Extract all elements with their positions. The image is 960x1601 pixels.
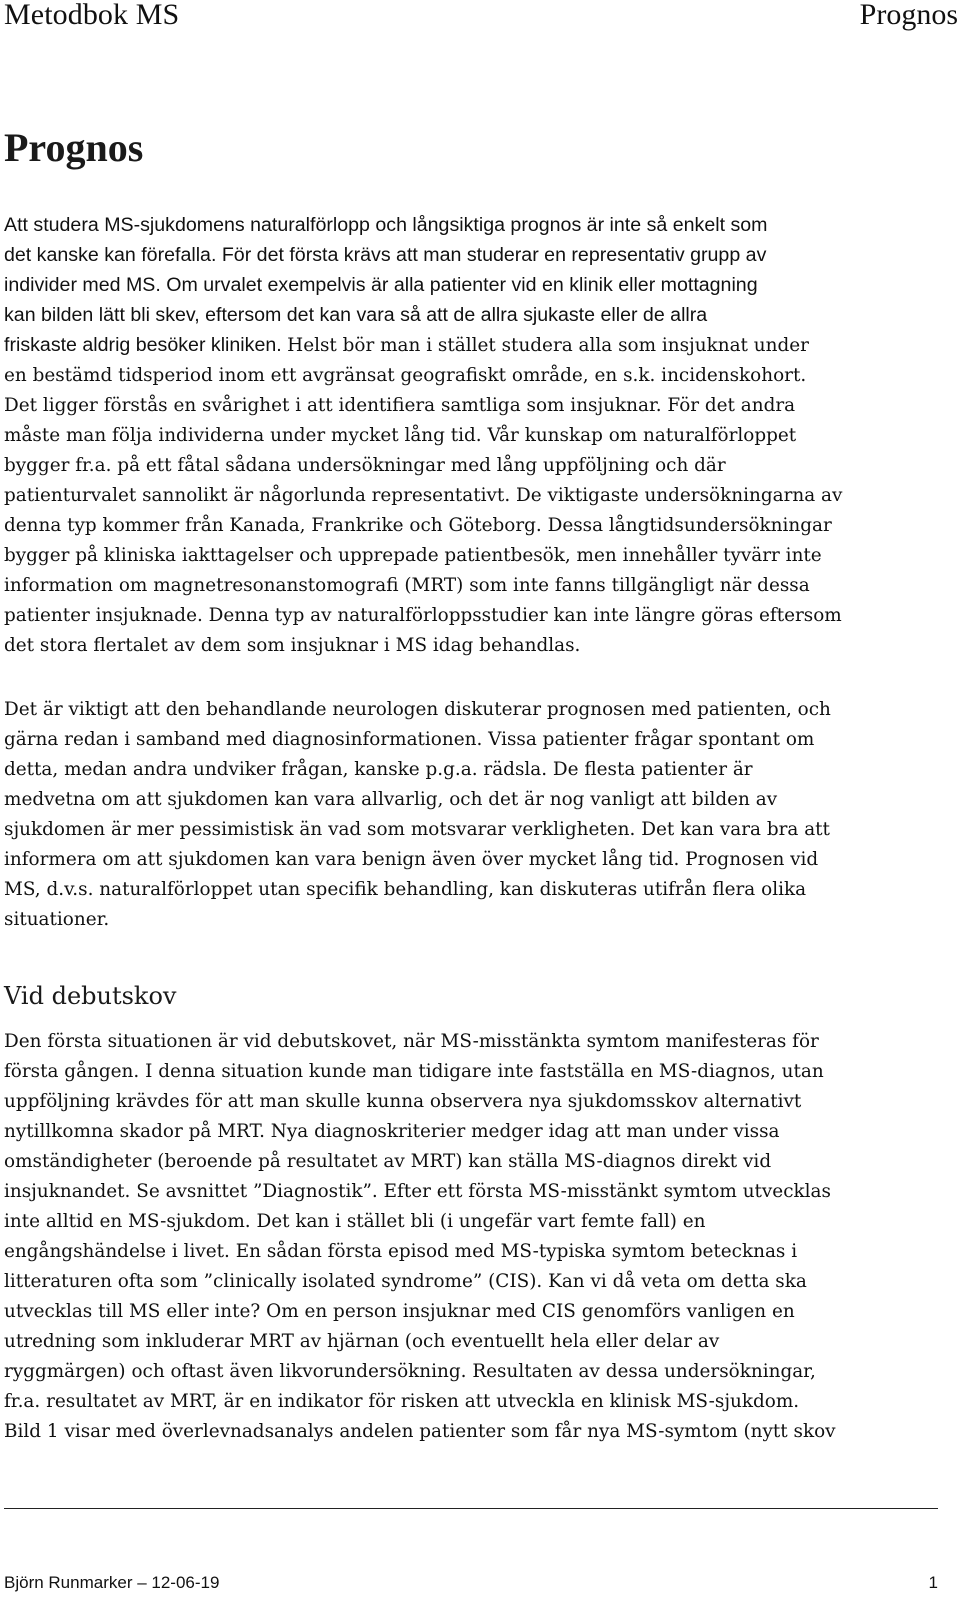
text-line xyxy=(4,1296,934,1326)
text-line xyxy=(4,1236,934,1266)
text-line xyxy=(4,844,934,874)
text-run: Helst bör man i stället studera alla som insjuknat under xyxy=(287,335,809,356)
text-line xyxy=(4,1206,934,1236)
text-run: omständigheter (beroende på resultatet av MRT) kan ställa MS-diagnos direkt vid xyxy=(4,1151,772,1172)
text-run: insjuknandet. Se avsnittet ”Diagnostik”. Efter ett första MS-misstänkt symtom utvecklas xyxy=(4,1181,831,1202)
page-number: 1 xyxy=(928,1573,938,1592)
text-run: patienter insjuknade. Denna typ av naturalförloppsstudier kan inte längre göras eftersom xyxy=(4,605,842,626)
text-line xyxy=(4,1086,934,1116)
text-run: individer med MS. Om urvalet exempelvis är alla patienter vid en klinik eller mottagning xyxy=(4,274,758,296)
text-run: fr.a. resultatet av MRT, är en indikator för risken att utveckla en klinisk MS-sjukdom. xyxy=(4,1391,800,1412)
text-line xyxy=(4,420,934,450)
text-line xyxy=(4,210,934,240)
text-run: Bild 1 visar med överlevnadsanalys andelen patienter som får nya MS-symtom (nytt skov xyxy=(4,1421,836,1442)
text-run: medvetna om att sjukdomen kan vara allvarlig, och det är nog vanligt att bilden av xyxy=(4,789,778,810)
text-line xyxy=(4,1356,934,1386)
text-line xyxy=(4,330,934,360)
text-line xyxy=(4,904,934,934)
text-run: situationer. xyxy=(4,909,110,930)
text-run: detta, medan andra undviker frågan, kanske p.g.a. rädsla. De flesta patienter är xyxy=(4,759,753,780)
text-run: gärna redan i samband med diagnosinformationen. Vissa patienter frågar spontant om xyxy=(4,729,815,750)
text-line xyxy=(4,1026,934,1056)
text-run: MS, d.v.s. naturalförloppet utan specifik behandling, kan diskuteras utifrån flera olika xyxy=(4,879,807,900)
text-line xyxy=(4,814,934,844)
text-line xyxy=(4,540,934,570)
running-header-left: Metodbok MS xyxy=(4,0,180,31)
text-line xyxy=(4,754,934,784)
text-run: en bestämd tidsperiod inom ett avgränsat geografiskt område, en s.k. incidenskohort. xyxy=(4,365,807,386)
page-title: Prognos xyxy=(4,125,144,170)
text-run: bygger fr.a. på ett fåtal sådana undersökningar med lång uppföljning och där xyxy=(4,455,726,476)
footer-author-date: Björn Runmarker – 12-06-19 xyxy=(4,1573,220,1592)
text-line xyxy=(4,1146,934,1176)
text-line xyxy=(4,510,934,540)
text-run: Den första situationen är vid debutskovet, när MS-misstänkta symtom manifesteras för xyxy=(4,1031,819,1052)
text-run: nytillkomna skador på MRT. Nya diagnoskriterier medger idag att man under vissa xyxy=(4,1121,780,1142)
text-run: måste man följa individerna under mycket lång tid. Vår kunskap om naturalförloppet xyxy=(4,425,797,446)
running-header-right: Prognos xyxy=(859,0,958,31)
text-line xyxy=(4,784,934,814)
text-run: bygger på kliniska iakttagelser och upprepade patientbesök, men innehåller tyvärr inte xyxy=(4,545,822,566)
text-run: Att studera MS-sjukdomens naturalförlopp och långsiktiga prognos är inte så enkelt som xyxy=(4,214,768,236)
text-line xyxy=(4,1416,934,1446)
text-line xyxy=(4,600,934,630)
text-line xyxy=(4,1326,934,1356)
text-run: uppföljning krävdes för att man skulle kunna observera nya sjukdomsskov alternativt xyxy=(4,1091,802,1112)
text-line xyxy=(4,300,934,330)
text-line xyxy=(4,630,934,660)
text-line xyxy=(4,874,934,904)
text-run: det stora flertalet av dem som insjuknar i MS idag behandlas. xyxy=(4,635,581,656)
text-line xyxy=(4,1266,934,1296)
text-run: ryggmärgen) och oftast även likvorundersökning. Resultaten av dessa undersökningar, xyxy=(4,1361,816,1382)
text-run: utvecklas till MS eller inte? Om en person insjuknar med CIS genomförs vanligen en xyxy=(4,1301,795,1322)
text-line xyxy=(4,1176,934,1206)
text-line xyxy=(4,240,934,270)
text-run: friskaste aldrig besöker kliniken. xyxy=(4,334,288,356)
text-line xyxy=(4,390,934,420)
text-run: information om magnetresonanstomografi (MRT) som inte fanns tillgängligt när dessa xyxy=(4,575,810,596)
text-run: utredning som inkluderar MRT av hjärnan (och eventuellt hela eller delar av xyxy=(4,1331,720,1352)
text-run: litteraturen ofta som ”clinically isolated syndrome” (CIS). Kan vi då veta om detta ska xyxy=(4,1271,807,1292)
text-line xyxy=(4,480,934,510)
text-line xyxy=(4,1056,934,1086)
text-run: första gången. I denna situation kunde man tidigare inte fastställa en MS-diagnos, utan xyxy=(4,1061,824,1082)
text-line xyxy=(4,360,934,390)
paragraph-intro xyxy=(4,210,934,660)
section-heading: Vid debutskov xyxy=(4,982,177,1010)
text-line xyxy=(4,1116,934,1146)
text-run: Det ligger förstås en svårighet i att identifiera samtliga som insjuknar. För det andra xyxy=(4,395,796,416)
text-run: Det är viktigt att den behandlande neurologen diskuterar prognosen med patienten, och xyxy=(4,699,831,720)
text-line xyxy=(4,724,934,754)
text-line xyxy=(4,270,934,300)
text-run: det kanske kan förefalla. För det första krävs att man studerar en representativ grupp av xyxy=(4,244,767,266)
text-run: denna typ kommer från Kanada, Frankrike och Göteborg. Dessa långtidsundersökningar xyxy=(4,515,832,536)
text-run: patienturvalet sannolikt är någorlunda representativt. De viktigaste undersökningarna av xyxy=(4,485,843,506)
paragraph-debutskov xyxy=(4,1026,934,1446)
text-run: inte alltid en MS-sjukdom. Det kan i stället bli (i ungefär vart femte fall) en xyxy=(4,1211,706,1232)
paragraph-discussion xyxy=(4,694,934,934)
text-line xyxy=(4,694,934,724)
text-line xyxy=(4,450,934,480)
text-run: sjukdomen är mer pessimistisk än vad som motsvarar verkligheten. Det kan vara bra att xyxy=(4,819,830,840)
footer-rule xyxy=(4,1508,938,1509)
text-run: kan bilden lätt bli skev, eftersom det kan vara så att de allra sjukaste eller de allra xyxy=(4,304,708,326)
text-run: informera om att sjukdomen kan vara benign även över mycket lång tid. Prognosen vid xyxy=(4,849,819,870)
text-line xyxy=(4,570,934,600)
text-line xyxy=(4,1386,934,1416)
text-run: engångshändelse i livet. En sådan första episod med MS-typiska symtom betecknas i xyxy=(4,1241,798,1262)
